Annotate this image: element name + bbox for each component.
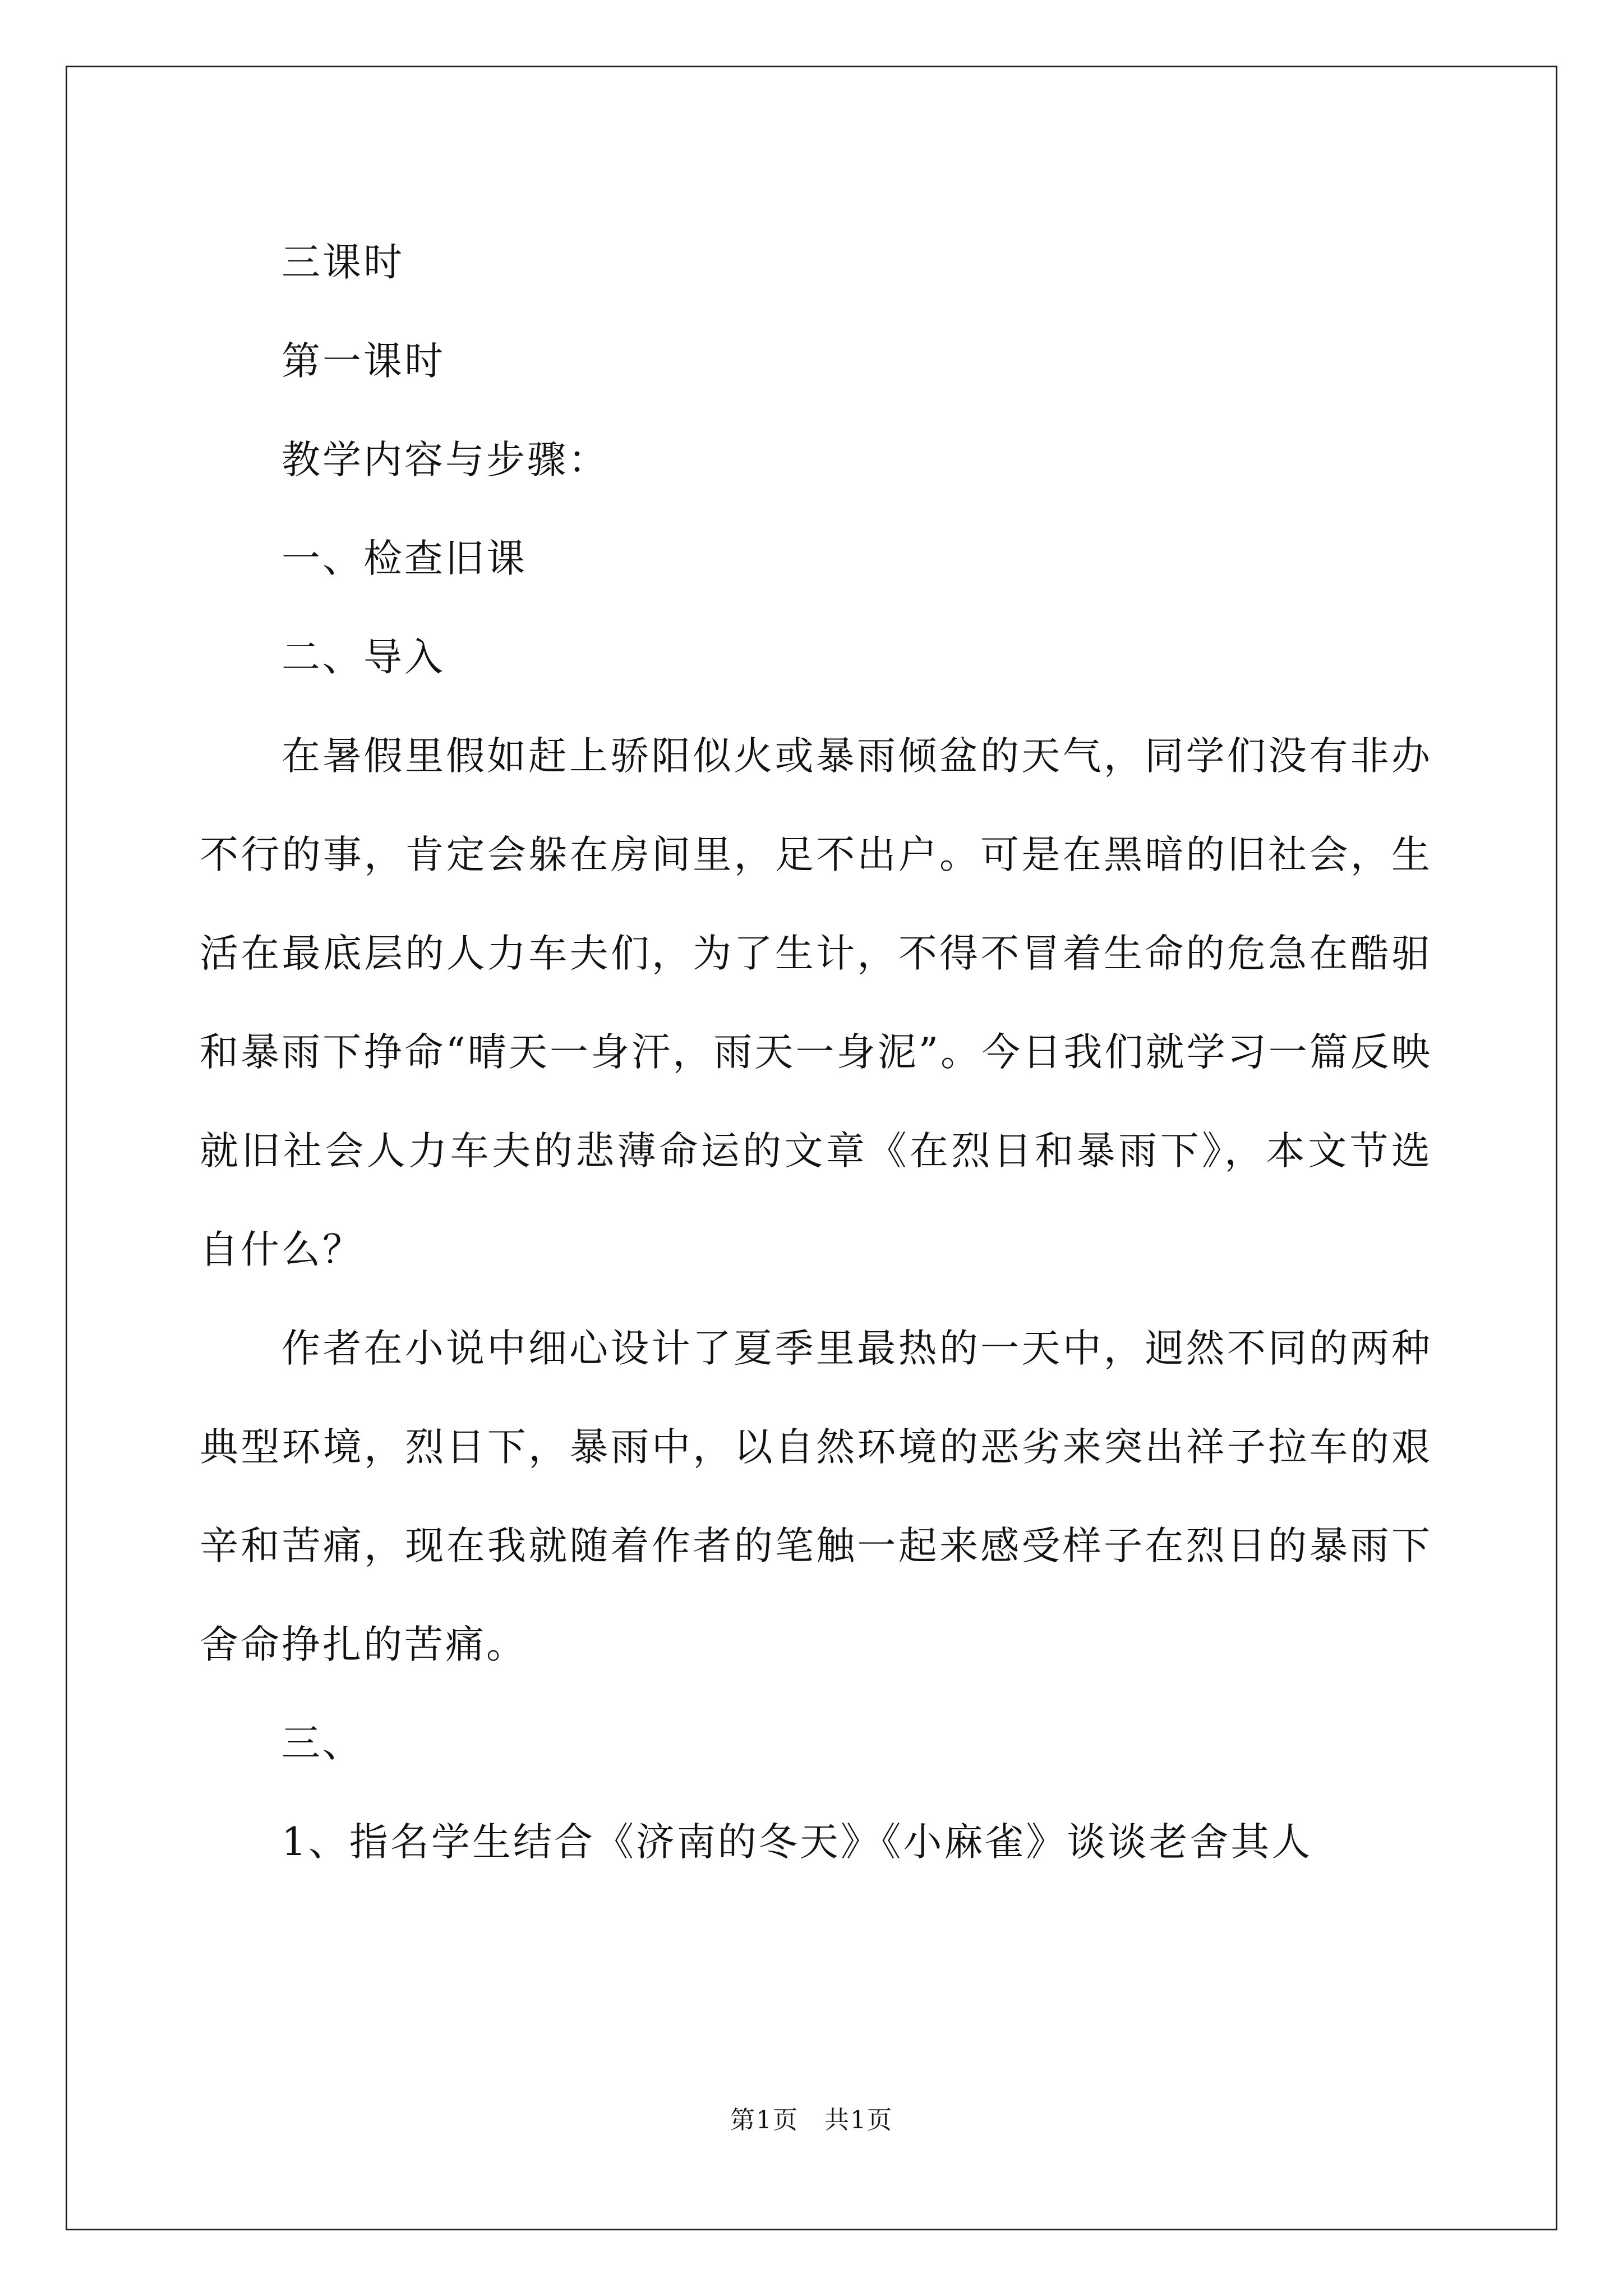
- step-check-old-lesson: 一、检查旧课: [282, 536, 527, 581]
- heading-lesson-count: 三课时: [282, 240, 404, 285]
- paragraph-author-design: 作者在小说中细心设计了夏季里最热的一天中，迥然不同的两种典型环境，烈日下，暴雨中，以自然环境的恶劣来突出祥子拉车的艰辛和苦痛，现在我就随着作者的笔触一起来感受样子在烈日的暴雨下舍命挣扎的苦痛。: [200, 1326, 1432, 1667]
- heading-teaching-steps: 教学内容与步骤：: [282, 438, 609, 482]
- page-number: 第1页: [730, 2106, 799, 2134]
- step-introduction: 二、导入: [282, 635, 445, 680]
- total-pages: 共1页: [824, 2106, 893, 2134]
- paragraph-introduction: 在暑假里假如赶上骄阳似火或暴雨倾盆的天气，同学们没有非办不行的事，肯定会躲在房间里，足不出户。可是在黑暗的旧社会，生活在最底层的人力车夫们，为了生计，不得不冒着生命的危急在酷驲和暴雨下挣命“晴天一身汗，雨天一身泥”。今日我们就学习一篇反映就旧社会人力车夫的悲薄命运的文章《在烈日和暴雨下》，本文节选自什么？: [200, 734, 1432, 1272]
- document-body: [200, 213, 1432, 1892]
- list-item-1: 1、指名学生结合《济南的冬天》《小麻雀》谈谈老舍其人: [282, 1820, 1313, 1865]
- page-footer: [0, 2104, 1623, 2137]
- step-three: 三、: [282, 1721, 363, 1766]
- heading-first-lesson: 第一课时: [282, 339, 445, 384]
